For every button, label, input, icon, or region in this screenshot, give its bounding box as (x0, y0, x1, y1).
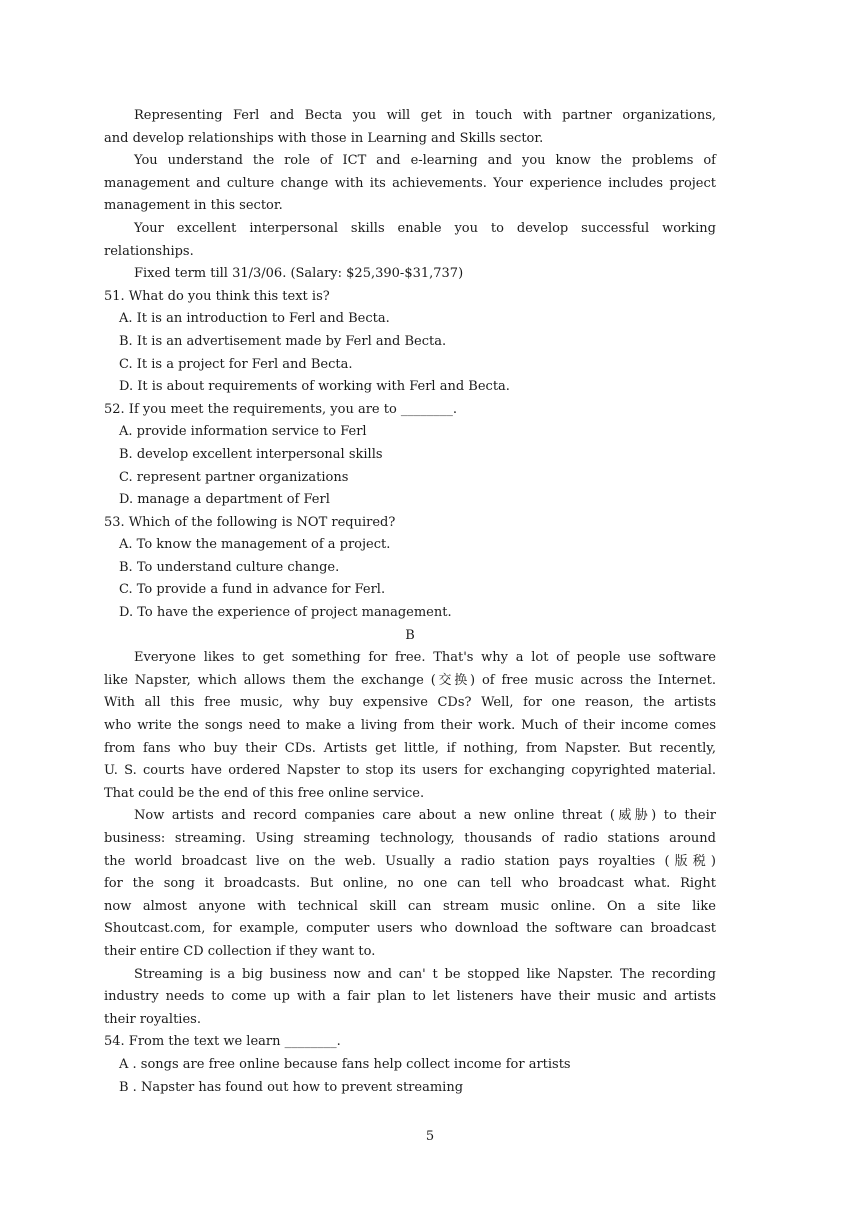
paragraph-line: their entire CD collection if they want to. (104, 943, 376, 959)
question-stem: 52. If you meet the requirements, you are to ________. (104, 401, 458, 417)
question-stem: 51. What do you think this text is? (104, 288, 330, 304)
paragraph-line: Everyone likes to get something for free. That's why a lot of people use software (134, 650, 716, 666)
paragraph-line: U. S. courts have ordered Napster to stop its users for exchanging copyrighted material. (104, 763, 716, 779)
answer-option: A. It is an introduction to Ferl and Becta. (119, 311, 390, 327)
answer-option: D. To have the experience of project management. (119, 605, 452, 621)
paragraph-line: Representing Ferl and Becta you will get in touch with partner organizations, (134, 108, 716, 123)
paragraph-line: That could be the end of this free online service. (104, 785, 425, 801)
paragraph-line: business: streaming. Using streaming technology, thousands of radio stations around (104, 831, 716, 846)
answer-option: B. It is an advertisement made by Ferl and Becta. (119, 333, 447, 349)
question-stem: 53. Which of the following is NOT required? (104, 514, 396, 530)
answer-option: D. It is about requirements of working with Ferl and Becta. (119, 379, 510, 395)
paragraph-line: the world broadcast live on the web. Usually a radio station pays royalties (版税) (104, 853, 716, 869)
paragraph-line: from fans who buy their CDs. Artists get little, if nothing, from Napster. But recently, (104, 740, 716, 756)
paragraph-line: Now artists and record companies care about a new online threat (威胁) to their (134, 808, 716, 824)
paragraph-line: Streaming is a big business now and can' t be stopped like Napster. The recording (134, 966, 716, 982)
paragraph-line: for the song it broadcasts. But online, no one can tell who broadcast what. Right (104, 876, 716, 892)
salary-line: Fixed term till 31/3/06. (Salary: $25,390-$31,737) (134, 266, 464, 282)
paragraph-line: You understand the role of ICT and e-learning and you know the problems of (134, 153, 716, 169)
answer-option: B . Napster has found out how to prevent streaming (119, 1079, 464, 1095)
paragraph-line: Shoutcast.com, for example, computer users who download the software can broadcast (104, 921, 716, 937)
answer-option: B. To understand culture change. (119, 559, 340, 575)
answer-option: A. To know the management of a project. (119, 537, 391, 553)
question-stem: 54. From the text we learn ________. (104, 1034, 341, 1050)
paragraph-line: relationships. (104, 243, 194, 259)
paragraph-line: With all this free music, why buy expensive CDs? Well, for one reason, the artists (104, 695, 716, 711)
page-number: 5 (425, 1129, 435, 1144)
paragraph-line: who write the songs need to make a living from their work. Much of their income comes (104, 718, 716, 734)
answer-option: D. manage a department of Ferl (119, 492, 330, 508)
paragraph-line: management in this sector. (104, 198, 283, 214)
paragraph-line: and develop relationships with those in Learning and Skills sector. (104, 130, 544, 146)
document-page (104, 105, 716, 1099)
answer-option: C. To provide a fund in advance for Ferl. (119, 582, 386, 598)
paragraph-line: management and culture change with its achievements. Your experience includes project (104, 175, 716, 191)
paragraph-line: their royalties. (104, 1011, 201, 1027)
answer-option: B. develop excellent interpersonal skills (119, 446, 383, 462)
answer-option: C. represent partner organizations (119, 469, 349, 485)
paragraph-line: like Napster, which allows them the exchange (交换) of free music across the Internet. (104, 672, 716, 688)
answer-option: A . songs are free online because fans help collect income for artists (119, 1056, 571, 1072)
paragraph-line: now almost anyone with technical skill can stream music online. On a site like (104, 898, 716, 914)
paragraph-line: industry needs to come up with a fair plan to let listeners have their music and artists (104, 989, 716, 1005)
section-heading: B (405, 627, 415, 643)
answer-option: C. It is a project for Ferl and Becta. (119, 356, 353, 372)
paragraph-line: Your excellent interpersonal skills enable you to develop successful working (134, 220, 716, 236)
answer-option: A. provide information service to Ferl (119, 424, 367, 440)
